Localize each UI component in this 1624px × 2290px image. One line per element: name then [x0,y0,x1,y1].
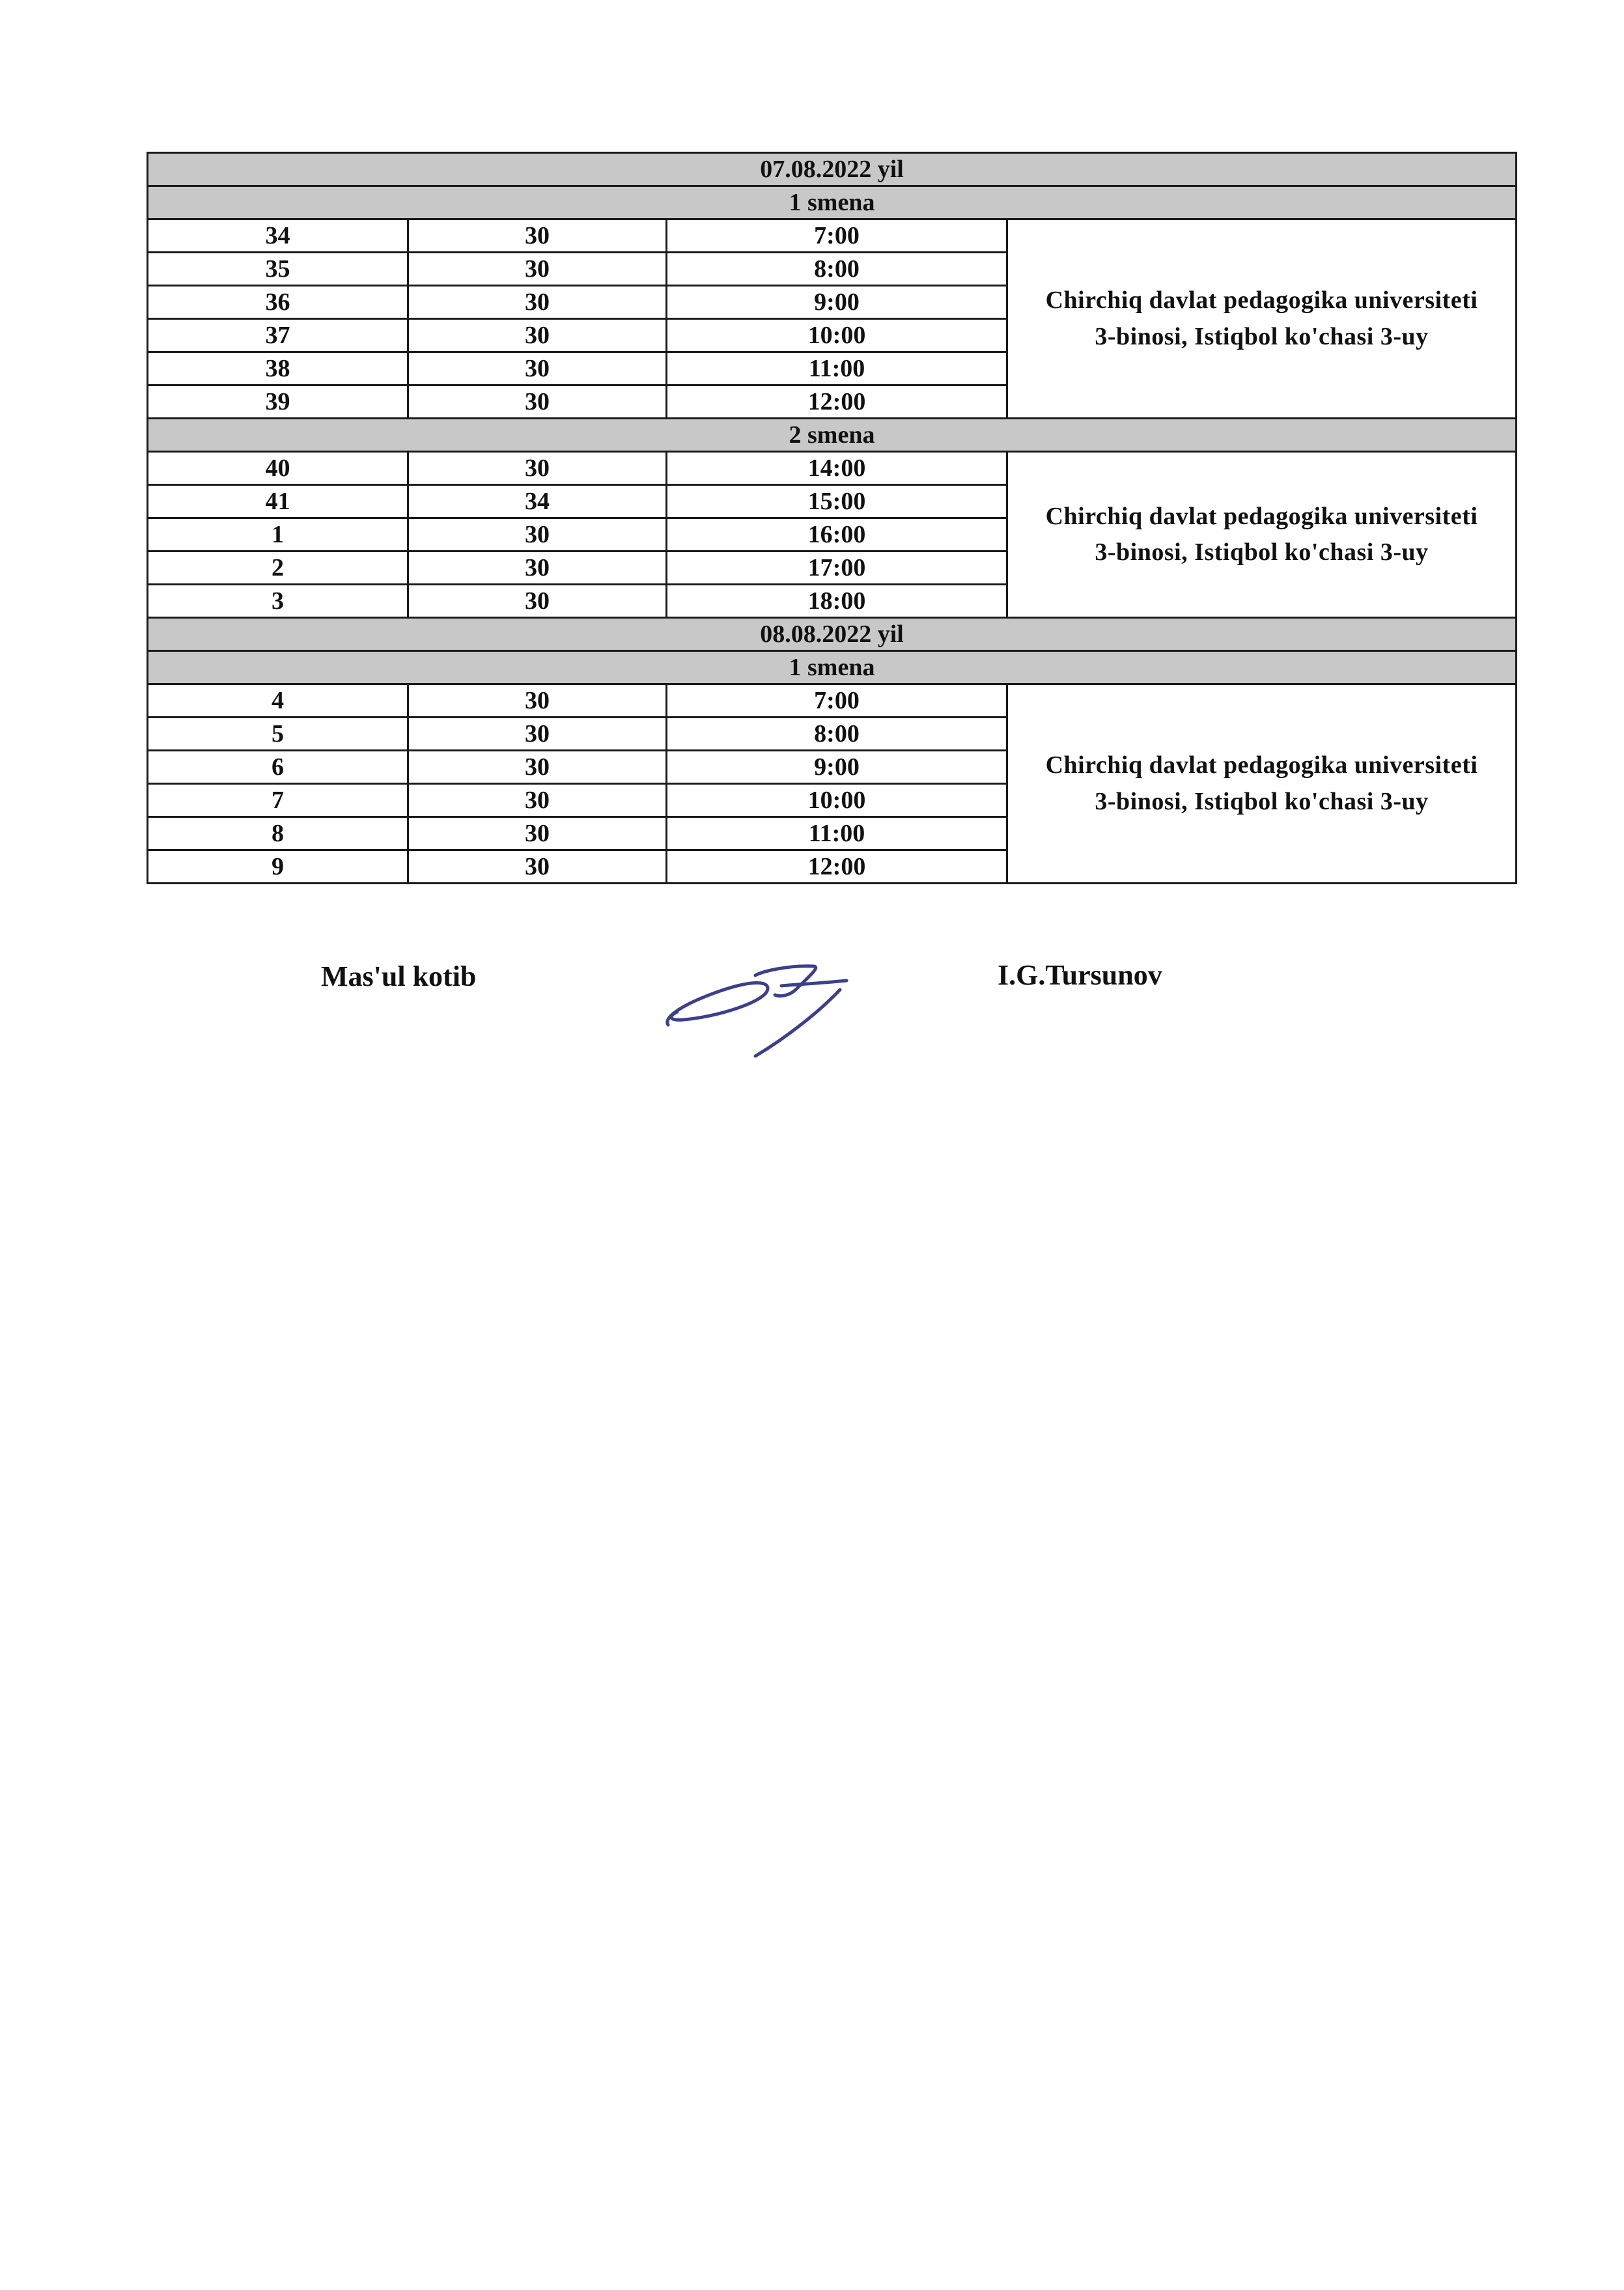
location-line: Chirchiq davlat pedagogika universiteti [1045,751,1478,779]
time-cell: 7:00 [667,684,1007,718]
count-cell: 30 [408,385,667,419]
count-cell: 30 [408,850,667,884]
table-row [148,452,1517,485]
group-number-cell: 6 [148,751,408,784]
count-cell: 30 [408,784,667,817]
time-cell: 16:00 [667,518,1007,552]
group-number-cell: 2 [148,552,408,585]
group-number-cell: 5 [148,718,408,751]
time-cell: 9:00 [667,286,1007,319]
time-cell: 18:00 [667,585,1007,618]
count-cell: 30 [408,518,667,552]
count-cell: 30 [408,253,667,286]
handwritten-signature [658,952,866,1063]
shift-header: 2 smena [148,419,1517,452]
date-header-row [148,153,1517,186]
time-cell: 10:00 [667,784,1007,817]
schedule-table [147,152,1517,884]
group-number-cell: 34 [148,219,408,253]
signer-role: Mas'ul kotib [321,960,477,992]
group-number-cell: 9 [148,850,408,884]
count-cell: 30 [408,585,667,618]
shift-header-row [148,651,1517,684]
location-cell [1007,684,1517,884]
group-number-cell: 37 [148,319,408,352]
count-cell: 30 [408,684,667,718]
group-number-cell: 7 [148,784,408,817]
group-number-cell: 38 [148,352,408,385]
time-cell: 12:00 [667,385,1007,419]
time-cell: 7:00 [667,219,1007,253]
time-cell: 12:00 [667,850,1007,884]
shift-header-row [148,419,1517,452]
date-header-row [148,618,1517,651]
count-cell: 30 [408,352,667,385]
location-line: 3-binosi, Istiqbol ko'chasi 3-uy [1095,322,1429,350]
time-cell: 9:00 [667,751,1007,784]
group-number-cell: 36 [148,286,408,319]
shift-header-row [148,186,1517,219]
date-header: 08.08.2022 yil [148,618,1517,651]
date-header: 07.08.2022 yil [148,153,1517,186]
location-line: Chirchiq davlat pedagogika universiteti [1045,286,1478,314]
location-line: 3-binosi, Istiqbol ko'chasi 3-uy [1095,538,1429,566]
time-cell: 8:00 [667,718,1007,751]
group-number-cell: 4 [148,684,408,718]
group-number-cell: 35 [148,253,408,286]
count-cell: 30 [408,452,667,485]
group-number-cell: 39 [148,385,408,419]
time-cell: 10:00 [667,319,1007,352]
group-number-cell: 40 [148,452,408,485]
table-row [148,684,1517,718]
time-cell: 8:00 [667,253,1007,286]
count-cell: 30 [408,718,667,751]
count-cell: 34 [408,485,667,518]
time-cell: 11:00 [667,817,1007,850]
signature-block [0,952,1624,1063]
location-line: 3-binosi, Istiqbol ko'chasi 3-uy [1095,787,1429,815]
time-cell: 15:00 [667,485,1007,518]
count-cell: 30 [408,751,667,784]
group-number-cell: 8 [148,817,408,850]
count-cell: 30 [408,817,667,850]
count-cell: 30 [408,219,667,253]
signer-name: I.G.Tursunov [998,959,1162,991]
group-number-cell: 41 [148,485,408,518]
group-number-cell: 1 [148,518,408,552]
count-cell: 30 [408,286,667,319]
location-line: Chirchiq davlat pedagogika universiteti [1045,502,1478,530]
table-row [148,219,1517,253]
count-cell: 30 [408,552,667,585]
location-cell [1007,219,1517,419]
time-cell: 11:00 [667,352,1007,385]
shift-header: 1 smena [148,186,1517,219]
count-cell: 30 [408,319,667,352]
shift-header: 1 smena [148,651,1517,684]
location-cell [1007,452,1517,618]
time-cell: 14:00 [667,452,1007,485]
time-cell: 17:00 [667,552,1007,585]
group-number-cell: 3 [148,585,408,618]
